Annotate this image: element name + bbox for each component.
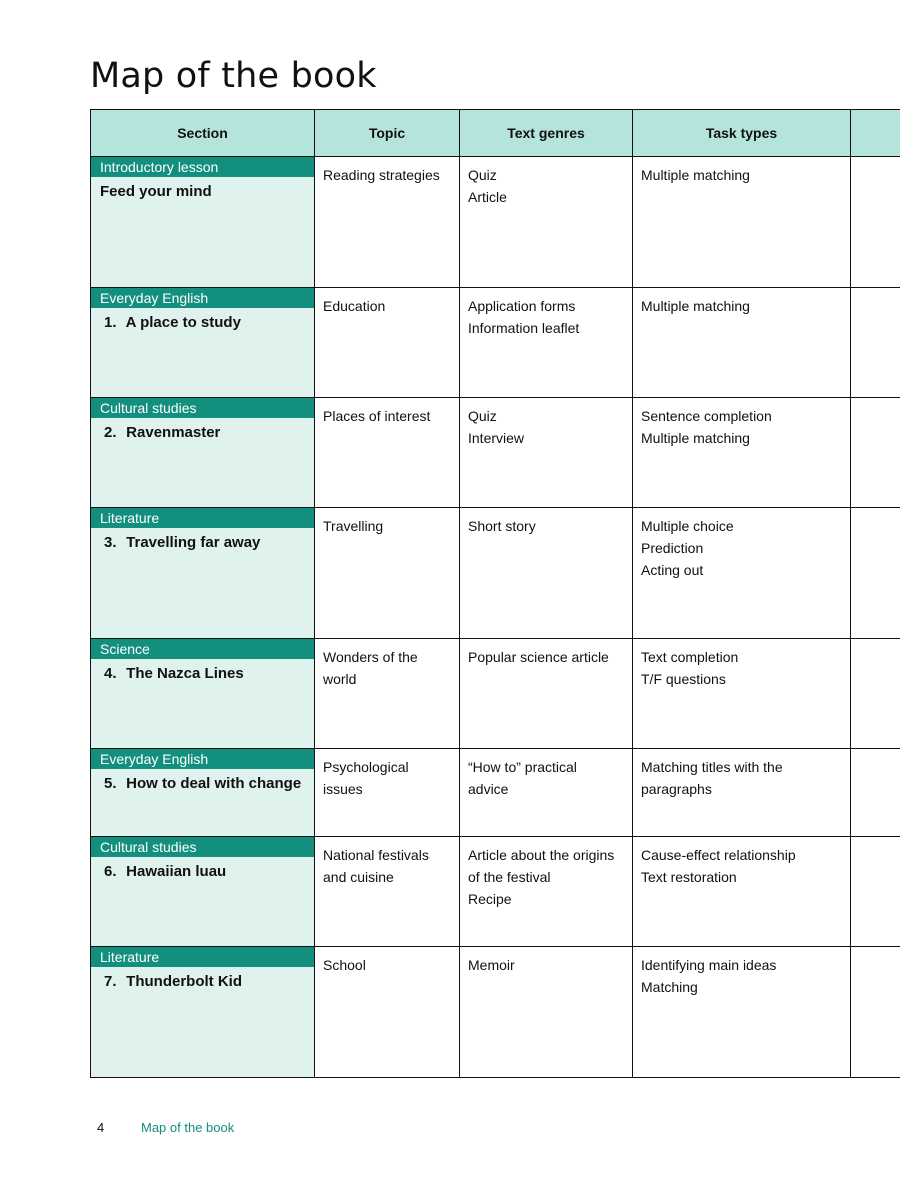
extra-cell: [851, 749, 900, 837]
table-row: [91, 508, 900, 639]
extra-cell: [851, 947, 900, 1078]
section-title: [91, 418, 314, 441]
section-number: 3.: [104, 534, 117, 551]
extra-cell: [851, 639, 900, 749]
section-title: [91, 769, 314, 792]
extra-cell: [851, 837, 900, 947]
footer-label: Map of the book: [141, 1120, 235, 1135]
topic-line: Wonders of the: [323, 649, 418, 665]
section-category: Everyday English: [91, 749, 314, 769]
section-category: Science: [91, 639, 314, 659]
genres-cell: [460, 288, 633, 398]
tasks-line: T/F questions: [641, 671, 726, 687]
tasks-line: Cause-effect relationship: [641, 847, 796, 863]
topic-cell: [315, 749, 460, 837]
genres-line: advice: [468, 781, 509, 797]
topic-cell: [315, 157, 460, 288]
section-cell: [91, 157, 315, 288]
topic-line: Travelling: [323, 518, 384, 534]
section-title-text: How to deal with change: [126, 775, 302, 792]
topic-cell: [315, 398, 460, 508]
section-number: 5.: [104, 775, 117, 792]
topic-line: Places of interest: [323, 408, 431, 424]
genres-line: Quiz: [468, 408, 497, 424]
header-section: Section: [91, 110, 315, 157]
section-cell: [91, 508, 315, 639]
table-row: [91, 157, 900, 288]
tasks-line: Multiple matching: [641, 167, 750, 183]
section-number: 2.: [104, 424, 117, 441]
genres-line: Information leaflet: [468, 320, 580, 336]
genres-cell: [460, 508, 633, 639]
tasks-line: Multiple matching: [641, 430, 750, 446]
section-category: Literature: [91, 947, 314, 967]
genres-cell: [460, 749, 633, 837]
tasks-line: Multiple matching: [641, 298, 750, 314]
tasks-cell: [633, 157, 851, 288]
topic-cell: [315, 508, 460, 639]
tasks-line: Prediction: [641, 540, 704, 556]
genres-line: Article about the origins: [468, 847, 615, 863]
genres-cell: [460, 837, 633, 947]
tasks-line: Matching: [641, 979, 698, 995]
page-number: 4: [97, 1120, 105, 1135]
section-cell: [91, 749, 315, 837]
genres-line: Recipe: [468, 891, 512, 907]
table-header-row: [91, 110, 900, 157]
genres-cell: [460, 947, 633, 1078]
section-cell: [91, 639, 315, 749]
table-row: [91, 749, 900, 837]
section-category: Introductory lesson: [91, 157, 314, 177]
genres-line: “How to” practical: [468, 759, 577, 775]
tasks-cell: [633, 398, 851, 508]
topic-cell: [315, 837, 460, 947]
tasks-cell: [633, 288, 851, 398]
topic-line: issues: [323, 781, 363, 797]
table-body: [91, 157, 900, 1078]
extra-cell: [851, 508, 900, 639]
topic-line: National festivals: [323, 847, 429, 863]
section-number: 1.: [104, 314, 117, 331]
page-title: Map of the book: [90, 56, 377, 96]
map-table: [90, 109, 900, 1078]
tasks-line: Text restoration: [641, 869, 737, 885]
tasks-cell: [633, 947, 851, 1078]
section-category: Literature: [91, 508, 314, 528]
section-title: [91, 857, 314, 880]
section-cell: [91, 837, 315, 947]
section-number: 4.: [104, 665, 117, 682]
tasks-line: paragraphs: [641, 781, 712, 797]
tasks-line: Sentence completion: [641, 408, 772, 424]
tasks-line: Multiple choice: [641, 518, 734, 534]
section-title-text: Feed your mind: [100, 183, 212, 200]
topic-cell: [315, 947, 460, 1078]
section-cell: [91, 288, 315, 398]
section-title: [91, 967, 314, 990]
genres-line: Popular science article: [468, 649, 609, 665]
section-title: [91, 528, 314, 551]
genres-cell: [460, 398, 633, 508]
section-number: 7.: [104, 973, 117, 990]
section-cell: [91, 398, 315, 508]
section-title: [91, 177, 314, 200]
section-title-text: Travelling far away: [126, 534, 261, 551]
tasks-cell: [633, 749, 851, 837]
section-title: [91, 308, 314, 331]
topic-line: world: [323, 671, 357, 687]
genres-cell: [460, 639, 633, 749]
topic-cell: [315, 639, 460, 749]
tasks-line: Matching titles with the: [641, 759, 783, 775]
topic-line: Reading strategies: [323, 167, 440, 183]
genres-line: Memoir: [468, 957, 515, 973]
header-text-genres: Text genres: [460, 110, 633, 157]
section-title-text: Hawaiian luau: [126, 863, 227, 880]
genres-line: Short story: [468, 518, 536, 534]
table-row: [91, 837, 900, 947]
section-category: Cultural studies: [91, 837, 314, 857]
section-category: Cultural studies: [91, 398, 314, 418]
genres-cell: [460, 157, 633, 288]
tasks-line: Text completion: [641, 649, 739, 665]
topic-line: Education: [323, 298, 386, 314]
header-topic: Topic: [315, 110, 460, 157]
section-title: [91, 659, 314, 682]
section-title-text: A place to study: [125, 314, 241, 331]
tasks-line: Acting out: [641, 562, 704, 578]
header-task-types: Task types: [633, 110, 851, 157]
genres-line: Article: [468, 189, 507, 205]
genres-line: Application forms: [468, 298, 576, 314]
section-title-text: The Nazca Lines: [126, 665, 244, 682]
section-cell: [91, 947, 315, 1078]
genres-line: of the festival: [468, 869, 551, 885]
topic-line: and cuisine: [323, 869, 394, 885]
table-row: [91, 639, 900, 749]
table-row: [91, 398, 900, 508]
tasks-cell: [633, 639, 851, 749]
header-extra: [851, 110, 900, 157]
topic-line: Psychological: [323, 759, 409, 775]
extra-cell: [851, 288, 900, 398]
genres-line: Interview: [468, 430, 525, 446]
table-row: [91, 947, 900, 1078]
section-title-text: Thunderbolt Kid: [126, 973, 242, 990]
topic-cell: [315, 288, 460, 398]
section-category: Everyday English: [91, 288, 314, 308]
extra-cell: [851, 157, 900, 288]
section-number: 6.: [104, 863, 117, 880]
tasks-cell: [633, 508, 851, 639]
genres-line: Quiz: [468, 167, 497, 183]
tasks-cell: [633, 837, 851, 947]
section-title-text: Ravenmaster: [126, 424, 221, 441]
topic-line: School: [323, 957, 366, 973]
table-row: [91, 288, 900, 398]
tasks-line: Identifying main ideas: [641, 957, 777, 973]
extra-cell: [851, 398, 900, 508]
